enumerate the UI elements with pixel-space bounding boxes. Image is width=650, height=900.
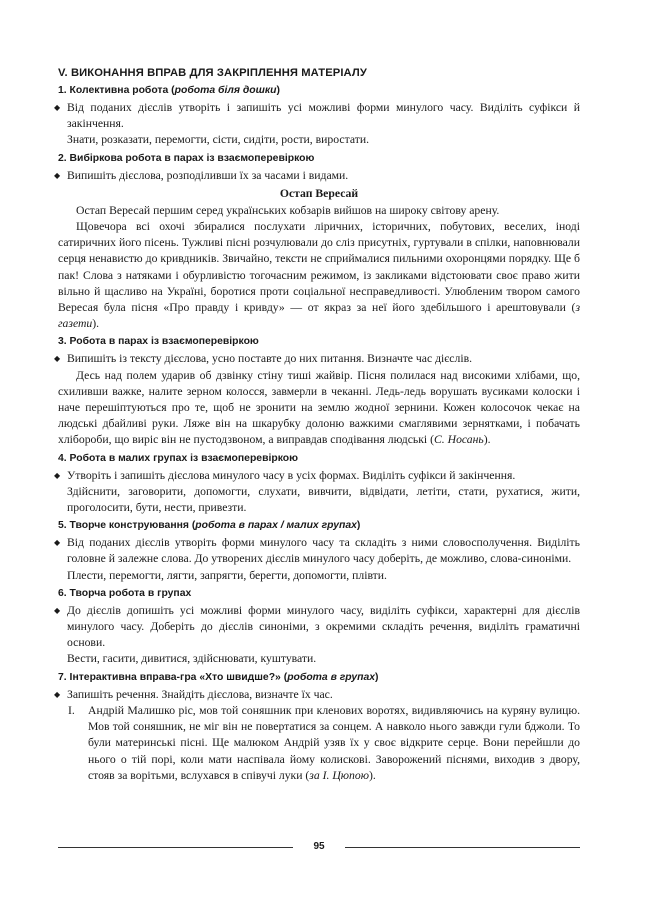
page-content [54, 66, 580, 784]
word-list: Здійснити, заговорити, допомогти, слухати, вивчити, відвідати, летіти, стати, рухатися, жити, проголосити, бути, нести, привезти. [67, 484, 580, 515]
source-citation: С. Носань [433, 433, 484, 447]
section-title: 6. Творча робота в групах [58, 587, 192, 599]
section-title: 2. Вибіркова робота в парах із взаємоперевіркою [58, 152, 315, 164]
source-close: ). [483, 433, 491, 447]
section-title-text: 5. Творче конструювання ( [58, 520, 196, 532]
section-3 [54, 335, 580, 448]
task-text-body: Випишіть дієслова, розподіливши їх за часами і видами. [67, 168, 349, 182]
task-text [54, 535, 580, 567]
section-1 [54, 84, 580, 149]
section-6 [54, 587, 580, 668]
source-citation: з газети [58, 301, 580, 331]
task-text-body: Утворіть і запишіть дієслова минулого часу в усіх формах. Виділіть суфікси й закінчення. [67, 468, 516, 482]
source-close: ). [368, 768, 376, 782]
section-note: робота в групах [287, 671, 376, 683]
task-text-body: До дієслів допишіть усі можливі форми минулого часу, виділіть суфікси, характерні для дієслів минулого часу. Доберіть до дієслів синоніми, з окремими складіть речення, виділіть граматичні основи. [67, 603, 580, 650]
diamond-bullet-icon: ◆ [54, 103, 61, 112]
paragraph-body: Щовечора всі охочі збиралися послухати ліричних, історичних, побутових, веселих, іноді сатиричних його пісень. Тужливі пісні розчулювали до сліз присутніх, гуртували в спілки, наповнювали серця ненавистю до кривдників. Звичайно, тексти не сприймалися пильними охоронцями порядку. Ще б пак! Слова з натяками і обурливістю тогочасним режимом, із закликами відстоювати своє право жити вільно й щасливо на Україні, боротися проти соціальної несправедливості. Улюбленим твором самого Вересая була пісня «Про правду і кривду» — от якраз за неї його здебільшого і арештовували ( [58, 220, 580, 315]
section-7 [54, 671, 580, 784]
section-title-text: 1. Колективна робота ( [58, 85, 175, 96]
word-list: Плести, перемогти, лягти, запрягти, берегти, допомогти, плівти. [67, 568, 387, 582]
task-text [54, 100, 580, 132]
page-number: 95 [313, 841, 325, 852]
section-note: робота біля дошки [174, 85, 277, 96]
section-title-close: ) [356, 520, 361, 532]
diamond-bullet-icon: ◆ [54, 470, 61, 480]
paragraph: Остап Вересай першим серед українських кобзарів вийшов на широку світову арену. [76, 203, 500, 217]
diamond-bullet-icon: ◆ [54, 538, 61, 548]
section-title-close: ) [375, 671, 379, 683]
section-4 [54, 452, 580, 517]
section-5 [54, 519, 580, 584]
page-footer [58, 840, 580, 854]
task-text [54, 168, 580, 184]
diamond-bullet-icon: ◆ [54, 354, 61, 364]
section-title [58, 519, 580, 533]
diamond-bullet-icon: ◆ [54, 605, 61, 615]
task-text-body: Запишіть речення. Знайдіть дієслова, визначте їх час. [67, 687, 333, 701]
paragraph [58, 368, 580, 449]
task-text [54, 687, 580, 703]
main-heading: V. ВИКОНАННЯ ВПРАВ ДЛЯ ЗАКРІПЛЕННЯ МАТЕРІАЛУ [58, 67, 367, 79]
diamond-bullet-icon: ◆ [54, 170, 61, 180]
paragraph [58, 219, 580, 332]
source-close: ). [92, 317, 100, 331]
section-2 [54, 152, 580, 333]
task-text [54, 468, 580, 484]
task-text [54, 351, 580, 367]
section-title [58, 84, 580, 98]
section-title [58, 671, 580, 685]
task-text-body: Випишіть із тексту дієслова, усно поставте до них питання. Визначте час дієслів. [67, 352, 473, 366]
word-list: Вести, гасити, дивитися, здійснювати, куштувати. [67, 652, 317, 666]
diamond-bullet-icon: ◆ [54, 689, 61, 699]
task-text [54, 603, 580, 652]
section-title-text: 7. Інтерактивна вправа-гра «Хто швидше?» ( [58, 671, 288, 683]
paragraph-body: Десь над полем ударив об дзвінку стіну тиші жайвір. Пісня полилася над високими хлібами, що, схиливши важке, налите зерном колосся, завмерли в чеканні. Ледь-ледь ворушать вусиками колоски і наче перешіптуються про те, щоб не зронити на землю жодної зернини. Кожен колосочок чекає на людські дбайливі руки. Ляже він на шкарубку долоню важкими смаглявими зернятками, і побачать хлібороби, що виріс він не пустодзвоном, а виправдав сподівання людські ( [58, 368, 580, 447]
source-citation: за І. Цюпою [309, 768, 369, 782]
task-text-body: Від поданих дієслів утворіть форми минулого часу та складіть з ними словосполучення. Виділіть головне й залежне слова. До утворених дієслів минулого часу доберіть, де можливо, слова-синоніми. [67, 536, 580, 566]
footer-rule-right [345, 847, 580, 848]
section-note: робота в парах / малих групах [195, 520, 357, 532]
section-title-close: ) [276, 85, 280, 96]
list-marker: І. [68, 703, 75, 717]
list-item [58, 703, 580, 784]
list-item-body: Андрій Малишко ріс, мов той соняшник при кленових воротях, видивляючись на куряну вулицю. Мов той соняшник, не міг він не повертатися за сонцем. А навколо нього завжди гули бджоли. То були материнські пісні. Ще малюком Андрій узяв їх у своє відкрите серце. Вони перейшли до нього о тій порі, коли мати наспівала йому колискові. Заворожений піснями, виходив з двору, стояв за ворітьми, вслухався в співучі луки ( [88, 703, 580, 782]
section-title: 3. Робота в парах із взаємоперевіркою [58, 336, 259, 348]
word-list: Знати, розказати, перемогти, сісти, сидіти, рости, виростати. [67, 133, 370, 147]
task-text-body: Від поданих дієслів утворіть і запишіть усі можливі форми минулого часу. Виділіть суфікси й закінчення. [67, 101, 580, 131]
text-title: Остап Вересай [279, 186, 359, 200]
section-title: 4. Робота в малих групах із взаємоперевіркою [58, 452, 298, 464]
